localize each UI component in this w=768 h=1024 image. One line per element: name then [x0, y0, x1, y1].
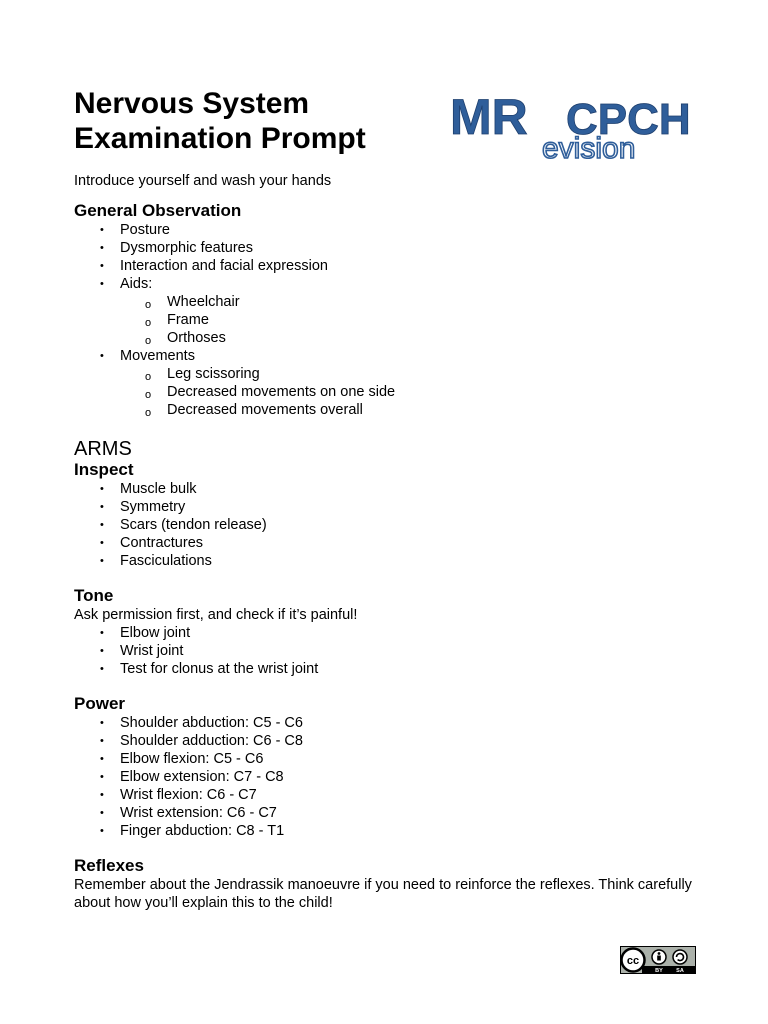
bullet-icon: •	[100, 242, 104, 254]
sub-bullet-icon: o	[145, 407, 152, 419]
list-item-text: Contractures	[120, 535, 204, 551]
sublist-aids	[120, 293, 714, 347]
list-item	[74, 714, 714, 732]
list-item	[74, 498, 714, 516]
heading-reflexes: Reflexes	[74, 856, 144, 875]
list-item	[74, 516, 714, 534]
bullet-icon: •	[100, 501, 104, 513]
bullet-icon: •	[100, 537, 104, 549]
list-item	[74, 534, 714, 552]
list-item-text: Shoulder abduction: C5 - C6	[120, 715, 303, 731]
list-item-text: Muscle bulk	[120, 481, 197, 497]
sublist-item-text: Wheelchair	[167, 294, 240, 310]
sublist-item-text: Decreased movements overall	[167, 402, 363, 418]
bullet-icon: •	[100, 645, 104, 657]
cc-by-sa-license-badge	[620, 946, 696, 974]
mrcpch-revision-logo	[446, 86, 692, 170]
content	[74, 172, 714, 912]
sublist-item	[120, 365, 714, 383]
heading-power: Power	[74, 694, 126, 713]
list-item	[74, 257, 714, 275]
list-item-text: Wrist extension: C6 - C7	[120, 805, 277, 821]
heading-general-observation: General Observation	[74, 201, 242, 220]
list-item-text: Fasciculations	[120, 553, 212, 569]
list-item	[74, 642, 714, 660]
list-item-text: Elbow extension: C7 - C8	[120, 769, 284, 785]
bullet-icon: •	[100, 350, 104, 362]
list-tone	[74, 624, 714, 678]
list-item	[74, 221, 714, 239]
bullet-icon: •	[100, 260, 104, 272]
list-item-text: Test for clonus at the wrist joint	[120, 661, 319, 677]
list-item-text: Aids:	[120, 276, 153, 292]
bullet-icon: •	[100, 224, 104, 236]
list-item	[74, 804, 714, 822]
bullet-icon: •	[100, 771, 104, 783]
bullet-icon: •	[100, 807, 104, 819]
intro-text: Introduce yourself and wash your hands	[74, 173, 332, 189]
bullet-icon: •	[100, 278, 104, 290]
list-item-text: Shoulder adduction: C6 - C8	[120, 733, 303, 749]
list-item-text: Elbow flexion: C5 - C6	[120, 751, 264, 767]
list-item	[74, 552, 714, 570]
sublist-item-text: Orthoses	[167, 330, 226, 346]
sub-bullet-icon: o	[145, 335, 152, 347]
list-item	[74, 732, 714, 750]
list-item-text: Symmetry	[120, 499, 186, 515]
page-title	[74, 86, 434, 156]
list-item	[74, 822, 714, 840]
list-item	[74, 750, 714, 768]
sa-text: SA	[676, 968, 684, 974]
list-item-text: Wrist joint	[120, 643, 184, 659]
list-item-text: Movements	[120, 348, 195, 364]
sublist-item-text: Decreased movements on one side	[167, 384, 396, 400]
heading-arms: ARMS	[74, 438, 132, 460]
list-item-text: Dysmorphic features	[120, 240, 253, 256]
sublist-item	[120, 329, 714, 347]
list-item-text: Elbow joint	[120, 625, 191, 641]
sublist-item-text: Leg scissoring	[167, 366, 260, 382]
list-inspect	[74, 480, 714, 570]
sub-bullet-icon: o	[145, 317, 152, 329]
list-item-text: Scars (tendon release)	[120, 517, 267, 533]
heading-tone: Tone	[74, 586, 114, 605]
sub-bullet-icon: o	[145, 299, 152, 311]
list-item-text: Wrist flexion: C6 - C7	[120, 787, 257, 803]
heading-inspect: Inspect	[74, 460, 134, 479]
bullet-icon: •	[100, 519, 104, 531]
sublist-item	[120, 311, 714, 329]
list-item	[74, 275, 714, 347]
sub-bullet-icon: o	[145, 371, 152, 383]
list-item	[74, 480, 714, 498]
title-line-2: Examination Prompt	[74, 122, 366, 155]
share-alike-icon	[673, 950, 687, 964]
bullet-icon: •	[100, 717, 104, 729]
section-arms	[74, 438, 714, 912]
sublist-item	[120, 293, 714, 311]
list-item	[74, 786, 714, 804]
title-line-1: Nervous System	[74, 87, 310, 120]
sublist-movements	[120, 365, 714, 419]
by-text: BY	[655, 968, 663, 974]
list-item	[74, 624, 714, 642]
list-item	[74, 347, 714, 419]
list-item	[74, 768, 714, 786]
list-item	[74, 239, 714, 257]
list-item-text: Finger abduction: C8 - T1	[120, 823, 285, 839]
tone-note: Ask permission first, and check if it’s painful!	[74, 607, 358, 623]
reflexes-note: Remember about the Jendrassik manoeuvre if you need to reinforce the reflexes. Think carefully about how you’ll explain this to the child!	[74, 877, 692, 911]
sublist-item	[120, 401, 714, 419]
sublist-item-text: Frame	[167, 312, 209, 328]
sublist-item	[120, 383, 714, 401]
list-power	[74, 714, 714, 840]
bullet-icon: •	[100, 825, 104, 837]
list-item	[74, 660, 714, 678]
logo-revision-text: evision	[542, 132, 636, 165]
list-item-text: Posture	[120, 222, 170, 238]
section-general-observation	[74, 201, 714, 419]
bullet-icon: •	[100, 483, 104, 495]
sub-bullet-icon: o	[145, 389, 152, 401]
logo-mr-text: MR	[450, 89, 528, 145]
bullet-icon: •	[100, 555, 104, 567]
bullet-icon: •	[100, 735, 104, 747]
bullet-icon: •	[100, 627, 104, 639]
cc-text: cc	[626, 955, 640, 967]
list-general-observation	[74, 221, 714, 419]
logo-cpch-text: CPCH	[566, 95, 691, 144]
list-item-text: Interaction and facial expression	[120, 258, 328, 274]
bullet-icon: •	[100, 789, 104, 801]
bullet-icon: •	[100, 753, 104, 765]
bullet-icon: •	[100, 663, 104, 675]
